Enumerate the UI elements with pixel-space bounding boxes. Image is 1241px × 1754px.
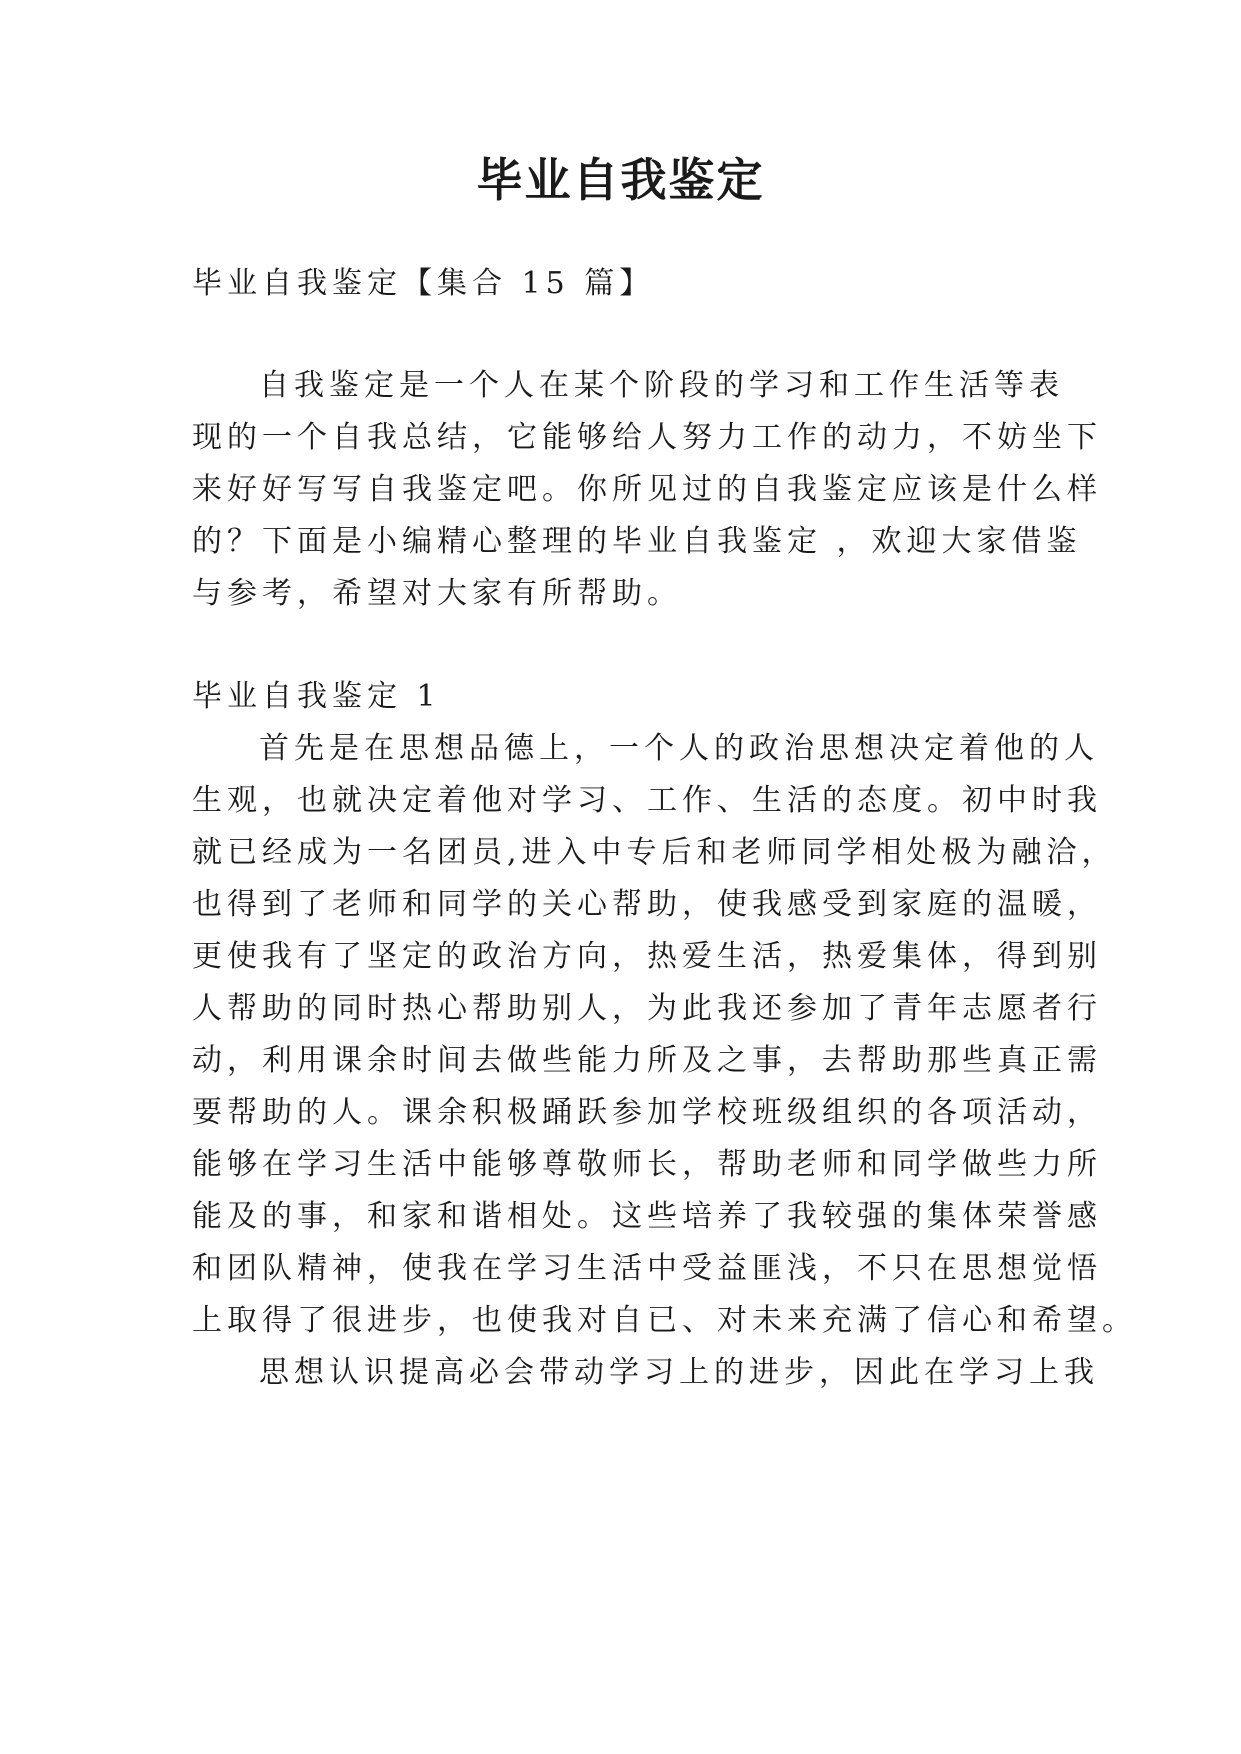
intro-line: 现的一个自我总结，它能够给人努力工作的动力，不妨坐下 (192, 420, 1102, 455)
section-line: 生观，也就决定着他对学习、工作、生活的态度。初中时我 (192, 783, 1102, 818)
section-line: 更使我有了坚定的政治方向，热爱生活，热爱集体，得到别 (192, 939, 1102, 974)
section-line: 上取得了很进步，也使我对自已、对未来充满了信心和希望。 (192, 1303, 1137, 1338)
section-line: 要帮助的人。课余积极踊跃参加学校班级组织的各项活动， (192, 1095, 1102, 1130)
section-line: 能及的事，和家和谐相处。这些培养了我较强的集体荣誉感 (192, 1199, 1102, 1234)
intro-line: 的？下面是小编精心整理的毕业自我鉴定 ，欢迎大家借鉴 (192, 524, 1082, 559)
section-line: 和团队精神，使我在学习生活中受益匪浅，不只在思想觉悟 (192, 1251, 1102, 1286)
section-heading: 毕业自我鉴定 1 (192, 679, 441, 714)
section-line: 人帮助的同时热心帮助别人，为此我还参加了青年志愿者行 (192, 991, 1102, 1026)
intro-line: 自我鉴定是一个人在某个阶段的学习和工作生活等表 (259, 368, 1064, 403)
intro-line: 与参考，希望对大家有所帮助。 (192, 576, 682, 611)
section-line: 思想认识提高必会带动学习上的进步，因此在学习上我 (259, 1355, 1099, 1390)
document-title: 毕业自我鉴定 (476, 153, 765, 207)
section-line: 也得到了老师和同学的关心帮助，使我感受到家庭的温暖， (192, 887, 1102, 922)
intro-line: 来好好写写自我鉴定吧。你所见过的自我鉴定应该是什么样 (192, 472, 1102, 507)
section-line: 首先是在思想品德上，一个人的政治思想决定着他的人 (259, 731, 1099, 766)
section-line: 能够在学习生活中能够尊敬师长，帮助老师和同学做些力所 (192, 1147, 1102, 1182)
document-subtitle: 毕业自我鉴定【集合 15 篇】 (192, 266, 655, 301)
section-line: 动，利用课余时间去做些能力所及之事，去帮助那些真正需 (192, 1043, 1102, 1078)
section-line: 就已经成为一名团员,进入中专后和老师同学相处极为融洽， (192, 835, 1117, 870)
